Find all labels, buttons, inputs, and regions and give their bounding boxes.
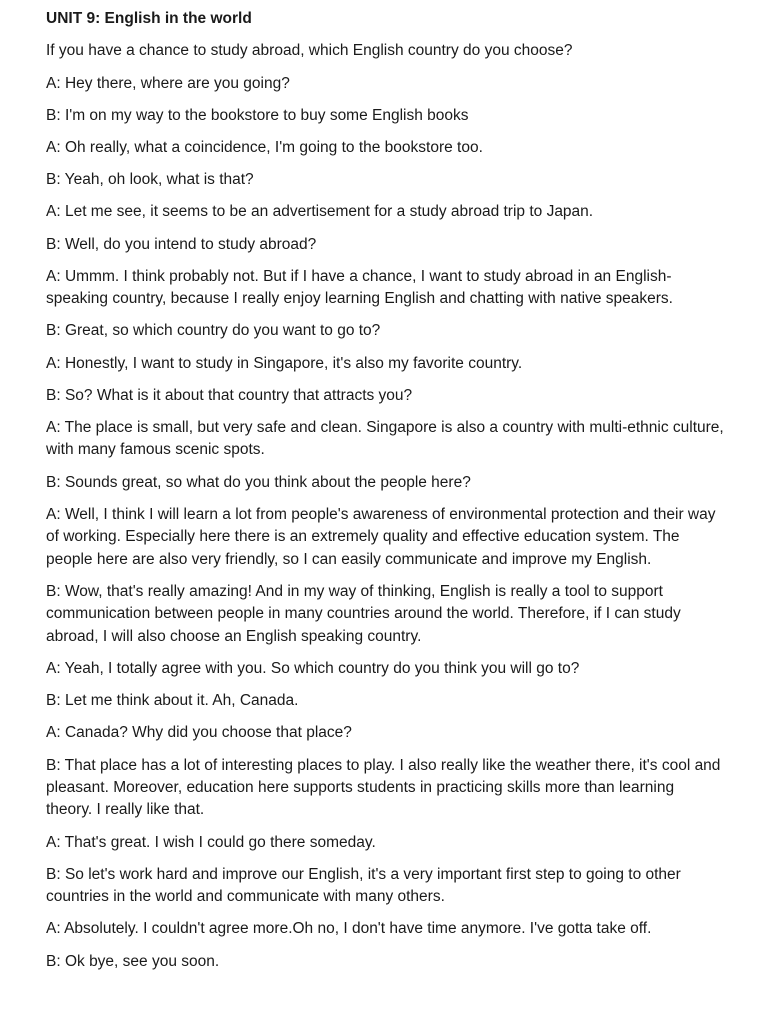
dialogue-line: B: Sounds great, so what do you think about the people here? — [46, 473, 471, 491]
dialogue-line: B: Great, so which country do you want to go to? — [46, 322, 381, 340]
dialogue-line: B: Well, do you intend to study abroad? — [46, 235, 317, 253]
document-title: UNIT 9: English in the world — [46, 10, 252, 27]
dialogue-line: B: Wow, that's really amazing! And in my way of thinking, English is really a tool to support communication between people in many countries around the world. Therefore, if I can study abroad, I will also choose an English speaking country. — [46, 582, 681, 645]
dialogue-line: A: Let me see, it seems to be an advertisement for a study abroad trip to Japan. — [46, 203, 594, 221]
dialogue-line: B: So? What is it about that country that attracts you? — [46, 386, 413, 404]
dialogue-line: A: The place is small, but very safe and clean. Singapore is also a country with multi-ethnic culture, with many famous scenic spots. — [46, 419, 724, 459]
dialogue-line: A: Canada? Why did you choose that place? — [46, 724, 352, 742]
dialogue-line: A: Oh really, what a coincidence, I'm going to the bookstore too. — [46, 139, 483, 157]
dialogue-line: A: That's great. I wish I could go there someday. — [46, 833, 376, 851]
dialogue-line: A: Yeah, I totally agree with you. So which country do you think you will go to? — [46, 659, 580, 677]
dialogue-line: B: Ok bye, see you soon. — [46, 952, 220, 970]
document-page — [46, 8, 724, 983]
dialogue-line: B: Yeah, oh look, what is that? — [46, 171, 254, 189]
prompt-question: If you have a chance to study abroad, which English country do you choose? — [46, 42, 573, 60]
dialogue-line: B: I'm on my way to the bookstore to buy some English books — [46, 106, 469, 124]
dialogue-line: A: Well, I think I will learn a lot from people's awareness of environmental protection and their way of working. Especially here there is an extremely quality and effective education system. The people here are also very friendly, so I can easily communicate and improve my English. — [46, 505, 716, 568]
dialogue-line: B: That place has a lot of interesting places to play. I also really like the weather there, it's cool and pleasant. Moreover, education here supports students in practicing skills more than learning theory. I really like that. — [46, 756, 721, 819]
dialogue-line: B: Let me think about it. Ah, Canada. — [46, 692, 299, 710]
dialogue-line: A: Hey there, where are you going? — [46, 74, 290, 92]
dialogue-line: A: Absolutely. I couldn't agree more.Oh no, I don't have time anymore. I've gotta take off. — [46, 920, 652, 938]
dialogue-line: A: Honestly, I want to study in Singapore, it's also my favorite country. — [46, 354, 523, 372]
dialogue-line: A: Ummm. I think probably not. But if I have a chance, I want to study abroad in an English-speaking country, because I really enjoy learning English and chatting with native speakers. — [46, 267, 673, 308]
dialogue-line: B: So let's work hard and improve our English, it's a very important first step to going to other countries in the world and communicate with many others. — [46, 865, 681, 906]
